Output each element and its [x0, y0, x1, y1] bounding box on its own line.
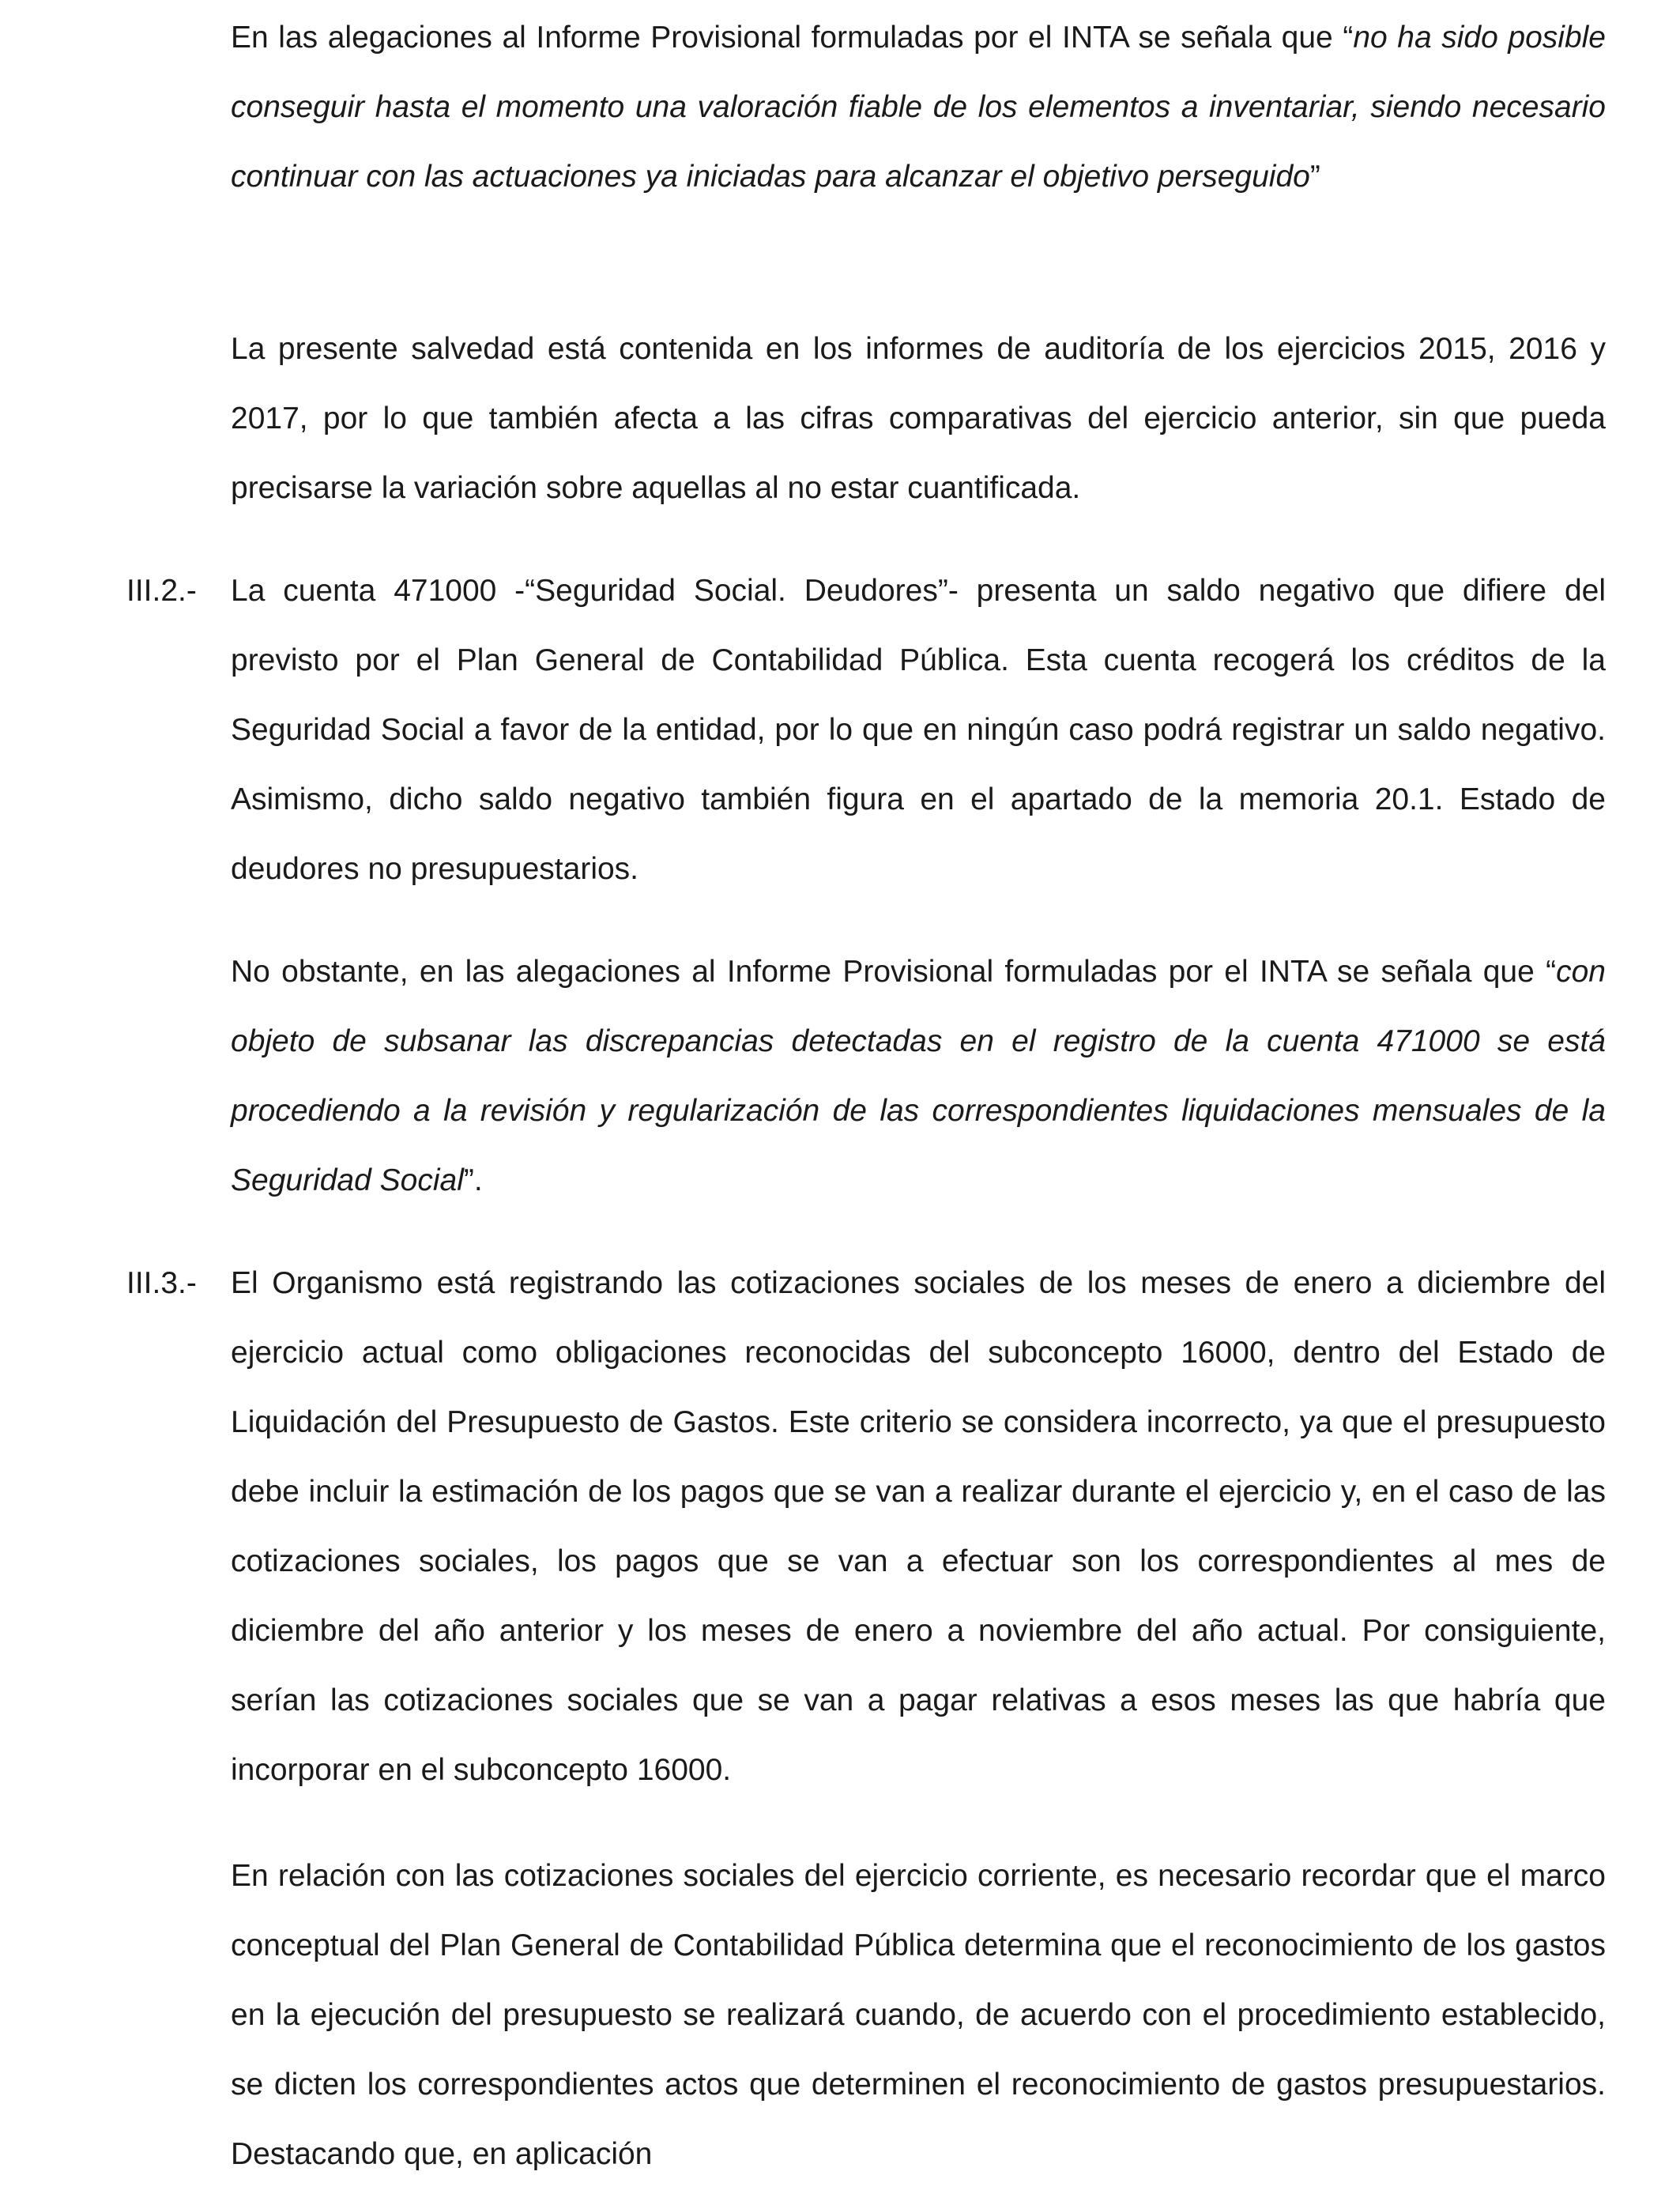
- paragraph: [231, 1249, 1606, 1805]
- paragraph-text: ”: [1309, 160, 1320, 194]
- paragraph-text: La presente salvedad está contenida en los informes de auditoría de los ejercicios 2015, 2016 y 2017, por lo que también afecta a las cifras comparativas del ejercicio anterior, sin que pueda precisarse la variación sobre aquellas al no estar cuantificada.: [231, 332, 1606, 505]
- quoted-allegation: con objeto de subsanar las discrepancias detectadas en el registro de la cuenta 471000 se está procediendo a la revisión y regularización de las correspondientes liquidaciones mensuales de la Seguridad Social: [231, 955, 1606, 1197]
- section-number: III.3.-: [126, 1266, 197, 1300]
- paragraph: [231, 937, 1606, 1216]
- paragraph: [231, 1842, 1606, 2189]
- section-number: III.2.-: [126, 574, 197, 608]
- paragraph-text: El Organismo está registrando las cotizaciones sociales de los meses de enero a diciembre del ejercicio actual como obligaciones reconocidas del subconcepto 16000, dentro del Estado de Liquidación del Presupuesto de Gastos. Este criterio se considera incorrecto, ya que el presupuesto debe incluir la estimación de los pagos que se van a realizar durante el ejercicio y, en el caso de las cotizaciones sociales, los pagos que se van a efectuar son los correspondientes al mes de diciembre del año anterior y los meses de enero a noviembre del año actual. Por consiguiente, serían las cotizaciones sociales que se van a pagar relativas a esos meses las que habría que incorporar en el subconcepto 16000.: [231, 1266, 1606, 1787]
- paragraph: [231, 315, 1606, 523]
- paragraph-text: No obstante, en las alegaciones al Informe Provisional formuladas por el INTA se señala que “: [231, 955, 1557, 989]
- paragraph: [231, 556, 1606, 904]
- paragraph: [231, 3, 1606, 212]
- paragraph-text: La cuenta 471000 -“Seguridad Social. Deudores”- presenta un saldo negativo que difiere del previsto por el Plan General de Contabilidad Pública. Esta cuenta recogerá los créditos de la Seguridad Social a favor de la entidad, por lo que en ningún caso podrá registrar un saldo negativo. Asimismo, dicho saldo negativo también figura en el apartado de la memoria 20.1. Estado de deudores no presupuestarios.: [231, 574, 1606, 886]
- quoted-allegation: no ha sido posible conseguir hasta el momento una valoración fiable de los elementos a inventariar, siendo necesario continuar con las actuaciones ya iniciadas para alcanzar el objetivo perseguido: [231, 21, 1606, 194]
- paragraph-text: ”.: [463, 1163, 483, 1197]
- paragraph-text: En relación con las cotizaciones sociales del ejercicio corriente, es necesario recordar que el marco conceptual del Plan General de Contabilidad Pública determina que el reconocimiento de los gastos en la ejecución del presupuesto se realizará cuando, de acuerdo con el procedimiento establecido, se dicten los correspondientes actos que determinen el reconocimiento de gastos presupuestarios. Destacando que, en aplicación: [231, 1859, 1606, 2171]
- paragraph-text: En las alegaciones al Informe Provisional formuladas por el INTA se señala que “: [231, 21, 1354, 55]
